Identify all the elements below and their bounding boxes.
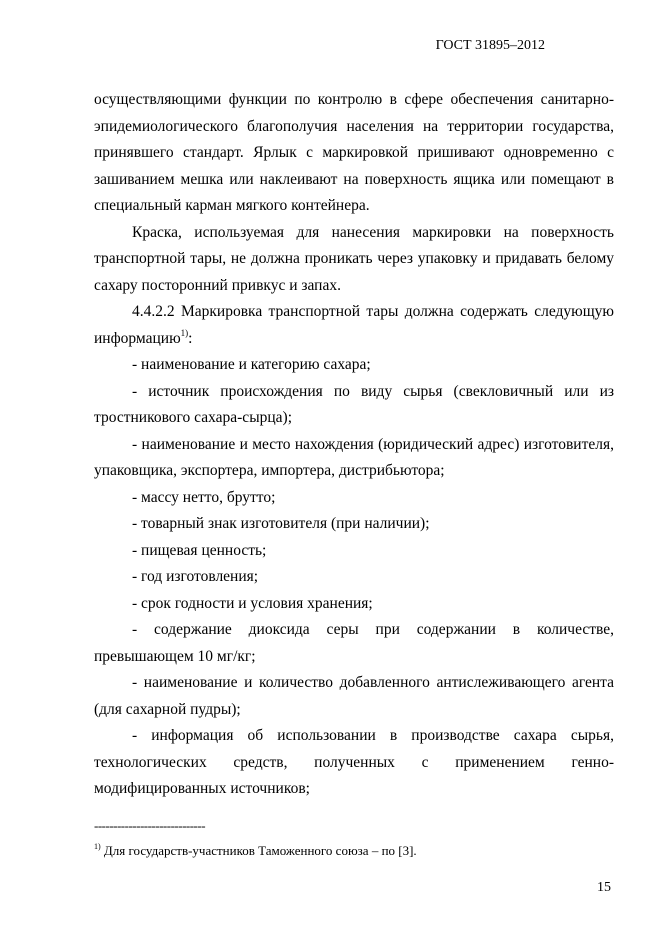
list-item: - наименование и место нахождения (юридический адрес) изготовителя, упаковщика, экспортера, импортера, дистрибьютора; (94, 435, 614, 479)
list-item: - содержание диоксида серы при содержании в количестве, превышающем 10 мг/кг; (94, 621, 614, 665)
main-text (94, 87, 614, 803)
footnote-separator: ----------------------------- (94, 818, 206, 833)
list-item: - массу нетто, брутто; (132, 488, 276, 506)
document-code-header: ГОСТ 31895–2012 (435, 38, 545, 53)
list-item: - товарный знак изготовителя (при наличии); (132, 515, 430, 532)
list-item: - наименование и количество добавленного антислеживающего агента (для сахарной пудры); (94, 674, 614, 718)
list-item: - наименование и категорию сахара; (132, 356, 371, 373)
paragraph-paint: Краска, используемая для нанесения маркировки на поверхность транспортной тары, не должна проникать через упаковку и придавать белому сахару посторонний привкус и запах. (94, 223, 614, 294)
paragraph-continuation: осуществляющими функции по контролю в сфере обеспечения санитарно-эпидемиологического благополучия населения на территории государства, принявшего стандарт. Ярлык с маркировкой пришивают одновременно с зашиванием мешка или наклеивают на поверхность ящика или помещают в специальный карман мягкого контейнера. (94, 91, 614, 214)
footnote-text: Для государств-участников Таможенного союза – по [3]. (100, 843, 417, 858)
footnote (94, 843, 417, 859)
list-item: - источник происхождения по виду сырья (свекловичный или из тростникового сахара-сырца); (94, 382, 614, 426)
clause-colon: : (188, 329, 193, 347)
paragraph-marking-clause (94, 299, 614, 352)
list-item: - год изготовления; (132, 568, 259, 585)
list-item: - срок годности и условия хранения; (132, 594, 373, 612)
clause-text: 4.4.2.2 Маркировка транспортной тары должна содержать следующую информацию (94, 303, 614, 347)
page-number: 15 (597, 880, 611, 895)
footnote-reference: 1) (180, 327, 189, 338)
list-item: - пищевая ценность; (132, 541, 267, 559)
footnote-marker: 1) (94, 842, 101, 851)
list-item: - информация об использовании в производстве сахара сырья, технологических средств, полученных с применением генно-модифицированных источников; (94, 727, 614, 797)
